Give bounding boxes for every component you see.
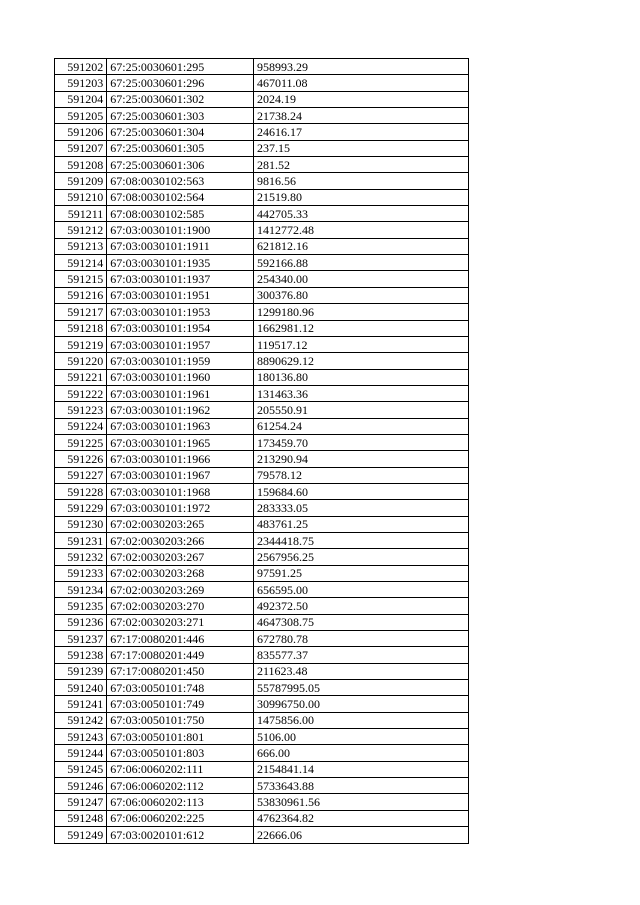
row-number-cell: 591231 bbox=[55, 532, 107, 548]
cadastral-number-cell: 67:25:0030601:303 bbox=[107, 108, 254, 124]
table-row bbox=[55, 598, 469, 614]
cadastral-number-cell: 67:02:0030203:267 bbox=[107, 549, 254, 565]
cadastral-number-cell: 67:03:0030101:1951 bbox=[107, 287, 254, 303]
cadastral-number-cell: 67:02:0030203:269 bbox=[107, 582, 254, 598]
row-number-cell: 591234 bbox=[55, 582, 107, 598]
cadastral-number-cell: 67:08:0030102:564 bbox=[107, 189, 254, 205]
row-number-cell: 591220 bbox=[55, 353, 107, 369]
cadastral-number-cell: 67:03:0030101:1961 bbox=[107, 385, 254, 401]
row-number-cell: 591245 bbox=[55, 761, 107, 777]
value-cell: 211623.48 bbox=[253, 663, 468, 679]
cadastral-number-cell: 67:02:0030203:265 bbox=[107, 516, 254, 532]
value-cell: 55787995.05 bbox=[253, 680, 468, 696]
row-number-cell: 591225 bbox=[55, 434, 107, 450]
table-body bbox=[55, 59, 469, 844]
row-number-cell: 591205 bbox=[55, 108, 107, 124]
table-row bbox=[55, 582, 469, 598]
row-number-cell: 591203 bbox=[55, 75, 107, 91]
table-row bbox=[55, 631, 469, 647]
cadastral-number-cell: 67:17:0080201:449 bbox=[107, 647, 254, 663]
row-number-cell: 591237 bbox=[55, 631, 107, 647]
table-row bbox=[55, 385, 469, 401]
value-cell: 237.15 bbox=[253, 140, 468, 156]
value-cell: 30996750.00 bbox=[253, 696, 468, 712]
value-cell: 5106.00 bbox=[253, 729, 468, 745]
table-row bbox=[55, 532, 469, 548]
row-number-cell: 591212 bbox=[55, 222, 107, 238]
row-number-cell: 591223 bbox=[55, 402, 107, 418]
table-row bbox=[55, 59, 469, 75]
value-cell: 1299180.96 bbox=[253, 304, 468, 320]
value-cell: 4647308.75 bbox=[253, 614, 468, 630]
row-number-cell: 591226 bbox=[55, 451, 107, 467]
table-row bbox=[55, 255, 469, 271]
row-number-cell: 591232 bbox=[55, 549, 107, 565]
value-cell: 21519.80 bbox=[253, 189, 468, 205]
table-row bbox=[55, 75, 469, 91]
row-number-cell: 591248 bbox=[55, 810, 107, 826]
row-number-cell: 591222 bbox=[55, 385, 107, 401]
value-cell: 21738.24 bbox=[253, 108, 468, 124]
table-row bbox=[55, 451, 469, 467]
row-number-cell: 591228 bbox=[55, 483, 107, 499]
value-cell: 442705.33 bbox=[253, 206, 468, 222]
value-cell: 1475856.00 bbox=[253, 712, 468, 728]
value-cell: 666.00 bbox=[253, 745, 468, 761]
row-number-cell: 591207 bbox=[55, 140, 107, 156]
cadastral-number-cell: 67:06:0060202:112 bbox=[107, 778, 254, 794]
table-row bbox=[55, 353, 469, 369]
cadastral-number-cell: 67:25:0030601:305 bbox=[107, 140, 254, 156]
value-cell: 180136.80 bbox=[253, 369, 468, 385]
cadastral-number-cell: 67:03:0030101:1900 bbox=[107, 222, 254, 238]
table-row bbox=[55, 140, 469, 156]
cadastral-number-cell: 67:03:0050101:801 bbox=[107, 729, 254, 745]
cadastral-number-cell: 67:03:0030101:1957 bbox=[107, 336, 254, 352]
row-number-cell: 591221 bbox=[55, 369, 107, 385]
cadastral-number-cell: 67:03:0030101:1911 bbox=[107, 238, 254, 254]
cadastral-number-cell: 67:06:0060202:111 bbox=[107, 761, 254, 777]
cadastral-number-cell: 67:03:0030101:1953 bbox=[107, 304, 254, 320]
table-row bbox=[55, 402, 469, 418]
row-number-cell: 591227 bbox=[55, 467, 107, 483]
value-cell: 159684.60 bbox=[253, 483, 468, 499]
cadastral-number-cell: 67:02:0030203:266 bbox=[107, 532, 254, 548]
table-row bbox=[55, 483, 469, 499]
row-number-cell: 591244 bbox=[55, 745, 107, 761]
value-cell: 53830961.56 bbox=[253, 794, 468, 810]
table-row bbox=[55, 206, 469, 222]
row-number-cell: 591210 bbox=[55, 189, 107, 205]
cadastral-number-cell: 67:03:0030101:1967 bbox=[107, 467, 254, 483]
value-cell: 97591.25 bbox=[253, 565, 468, 581]
value-cell: 22666.06 bbox=[253, 827, 468, 843]
cadastral-number-cell: 67:03:0050101:803 bbox=[107, 745, 254, 761]
cadastral-number-cell: 67:03:0030101:1972 bbox=[107, 500, 254, 516]
value-cell: 4762364.82 bbox=[253, 810, 468, 826]
row-number-cell: 591214 bbox=[55, 255, 107, 271]
row-number-cell: 591209 bbox=[55, 173, 107, 189]
table-row bbox=[55, 173, 469, 189]
row-number-cell: 591236 bbox=[55, 614, 107, 630]
value-cell: 467011.08 bbox=[253, 75, 468, 91]
value-cell: 61254.24 bbox=[253, 418, 468, 434]
value-cell: 656595.00 bbox=[253, 582, 468, 598]
value-cell: 281.52 bbox=[253, 157, 468, 173]
cadastral-number-cell: 67:03:0020101:612 bbox=[107, 827, 254, 843]
cadastral-number-cell: 67:03:0030101:1962 bbox=[107, 402, 254, 418]
value-cell: 835577.37 bbox=[253, 647, 468, 663]
cadastral-number-cell: 67:02:0030203:270 bbox=[107, 598, 254, 614]
table-row bbox=[55, 712, 469, 728]
table-row bbox=[55, 287, 469, 303]
table-row bbox=[55, 336, 469, 352]
cadastral-number-cell: 67:03:0050101:748 bbox=[107, 680, 254, 696]
cadastral-number-cell: 67:03:0050101:750 bbox=[107, 712, 254, 728]
value-cell: 1412772.48 bbox=[253, 222, 468, 238]
row-number-cell: 591206 bbox=[55, 124, 107, 140]
value-cell: 2344418.75 bbox=[253, 532, 468, 548]
cadastral-number-cell: 67:03:0030101:1937 bbox=[107, 271, 254, 287]
row-number-cell: 591216 bbox=[55, 287, 107, 303]
value-cell: 483761.25 bbox=[253, 516, 468, 532]
table-row bbox=[55, 157, 469, 173]
value-cell: 2154841.14 bbox=[253, 761, 468, 777]
value-cell: 672780.78 bbox=[253, 631, 468, 647]
value-cell: 300376.80 bbox=[253, 287, 468, 303]
table-row bbox=[55, 745, 469, 761]
table-row bbox=[55, 647, 469, 663]
value-cell: 5733643.88 bbox=[253, 778, 468, 794]
table-row bbox=[55, 91, 469, 107]
cadastral-number-cell: 67:17:0080201:446 bbox=[107, 631, 254, 647]
row-number-cell: 591202 bbox=[55, 59, 107, 75]
value-cell: 205550.91 bbox=[253, 402, 468, 418]
table-row bbox=[55, 222, 469, 238]
cadastral-number-cell: 67:17:0080201:450 bbox=[107, 663, 254, 679]
row-number-cell: 591246 bbox=[55, 778, 107, 794]
row-number-cell: 591215 bbox=[55, 271, 107, 287]
value-cell: 1662981.12 bbox=[253, 320, 468, 336]
value-cell: 119517.12 bbox=[253, 336, 468, 352]
row-number-cell: 591243 bbox=[55, 729, 107, 745]
row-number-cell: 591229 bbox=[55, 500, 107, 516]
cadastral-number-cell: 67:06:0060202:113 bbox=[107, 794, 254, 810]
cadastral-number-cell: 67:03:0030101:1960 bbox=[107, 369, 254, 385]
value-cell: 621812.16 bbox=[253, 238, 468, 254]
value-cell: 9816.56 bbox=[253, 173, 468, 189]
table-row bbox=[55, 108, 469, 124]
table-row bbox=[55, 565, 469, 581]
value-cell: 213290.94 bbox=[253, 451, 468, 467]
value-cell: 2567956.25 bbox=[253, 549, 468, 565]
row-number-cell: 591241 bbox=[55, 696, 107, 712]
value-cell: 592166.88 bbox=[253, 255, 468, 271]
row-number-cell: 591247 bbox=[55, 794, 107, 810]
cadastral-number-cell: 67:25:0030601:295 bbox=[107, 59, 254, 75]
table-row bbox=[55, 124, 469, 140]
value-cell: 283333.05 bbox=[253, 500, 468, 516]
value-cell: 254340.00 bbox=[253, 271, 468, 287]
table-row bbox=[55, 271, 469, 287]
value-cell: 131463.36 bbox=[253, 385, 468, 401]
row-number-cell: 591208 bbox=[55, 157, 107, 173]
table-row bbox=[55, 663, 469, 679]
table-row bbox=[55, 827, 469, 843]
row-number-cell: 591218 bbox=[55, 320, 107, 336]
table-row bbox=[55, 304, 469, 320]
cadastral-number-cell: 67:03:0030101:1935 bbox=[107, 255, 254, 271]
value-cell: 79578.12 bbox=[253, 467, 468, 483]
cadastral-number-cell: 67:25:0030601:302 bbox=[107, 91, 254, 107]
row-number-cell: 591213 bbox=[55, 238, 107, 254]
row-number-cell: 591242 bbox=[55, 712, 107, 728]
row-number-cell: 591239 bbox=[55, 663, 107, 679]
cadastral-number-cell: 67:25:0030601:296 bbox=[107, 75, 254, 91]
table-row bbox=[55, 467, 469, 483]
row-number-cell: 591230 bbox=[55, 516, 107, 532]
value-cell: 8890629.12 bbox=[253, 353, 468, 369]
value-cell: 2024.19 bbox=[253, 91, 468, 107]
cadastral-number-cell: 67:03:0030101:1965 bbox=[107, 434, 254, 450]
cadastral-number-cell: 67:08:0030102:563 bbox=[107, 173, 254, 189]
cadastral-number-cell: 67:03:0030101:1966 bbox=[107, 451, 254, 467]
table-row bbox=[55, 761, 469, 777]
table-row bbox=[55, 810, 469, 826]
row-number-cell: 591238 bbox=[55, 647, 107, 663]
row-number-cell: 591224 bbox=[55, 418, 107, 434]
value-cell: 958993.29 bbox=[253, 59, 468, 75]
table-row bbox=[55, 680, 469, 696]
row-number-cell: 591217 bbox=[55, 304, 107, 320]
cadastral-number-cell: 67:08:0030102:585 bbox=[107, 206, 254, 222]
cadastral-number-cell: 67:25:0030601:304 bbox=[107, 124, 254, 140]
table-row bbox=[55, 238, 469, 254]
table-row bbox=[55, 189, 469, 205]
cadastral-number-cell: 67:02:0030203:268 bbox=[107, 565, 254, 581]
row-number-cell: 591240 bbox=[55, 680, 107, 696]
row-number-cell: 591219 bbox=[55, 336, 107, 352]
table-row bbox=[55, 614, 469, 630]
row-number-cell: 591233 bbox=[55, 565, 107, 581]
table-row bbox=[55, 794, 469, 810]
cadastral-number-cell: 67:03:0030101:1959 bbox=[107, 353, 254, 369]
row-number-cell: 591249 bbox=[55, 827, 107, 843]
table-row bbox=[55, 500, 469, 516]
table-row bbox=[55, 320, 469, 336]
cadastral-number-cell: 67:03:0030101:1968 bbox=[107, 483, 254, 499]
cadastral-number-cell: 67:03:0030101:1963 bbox=[107, 418, 254, 434]
cadastral-number-cell: 67:25:0030601:306 bbox=[107, 157, 254, 173]
cadastral-number-cell: 67:03:0030101:1954 bbox=[107, 320, 254, 336]
cadastral-value-table bbox=[54, 58, 469, 844]
table-row bbox=[55, 778, 469, 794]
table-row bbox=[55, 729, 469, 745]
value-cell: 24616.17 bbox=[253, 124, 468, 140]
table-row bbox=[55, 696, 469, 712]
row-number-cell: 591211 bbox=[55, 206, 107, 222]
cadastral-number-cell: 67:02:0030203:271 bbox=[107, 614, 254, 630]
cadastral-number-cell: 67:03:0050101:749 bbox=[107, 696, 254, 712]
row-number-cell: 591204 bbox=[55, 91, 107, 107]
row-number-cell: 591235 bbox=[55, 598, 107, 614]
table-row bbox=[55, 549, 469, 565]
value-cell: 173459.70 bbox=[253, 434, 468, 450]
table-row bbox=[55, 434, 469, 450]
table-row bbox=[55, 369, 469, 385]
value-cell: 492372.50 bbox=[253, 598, 468, 614]
cadastral-number-cell: 67:06:0060202:225 bbox=[107, 810, 254, 826]
table-row bbox=[55, 418, 469, 434]
table-row bbox=[55, 516, 469, 532]
